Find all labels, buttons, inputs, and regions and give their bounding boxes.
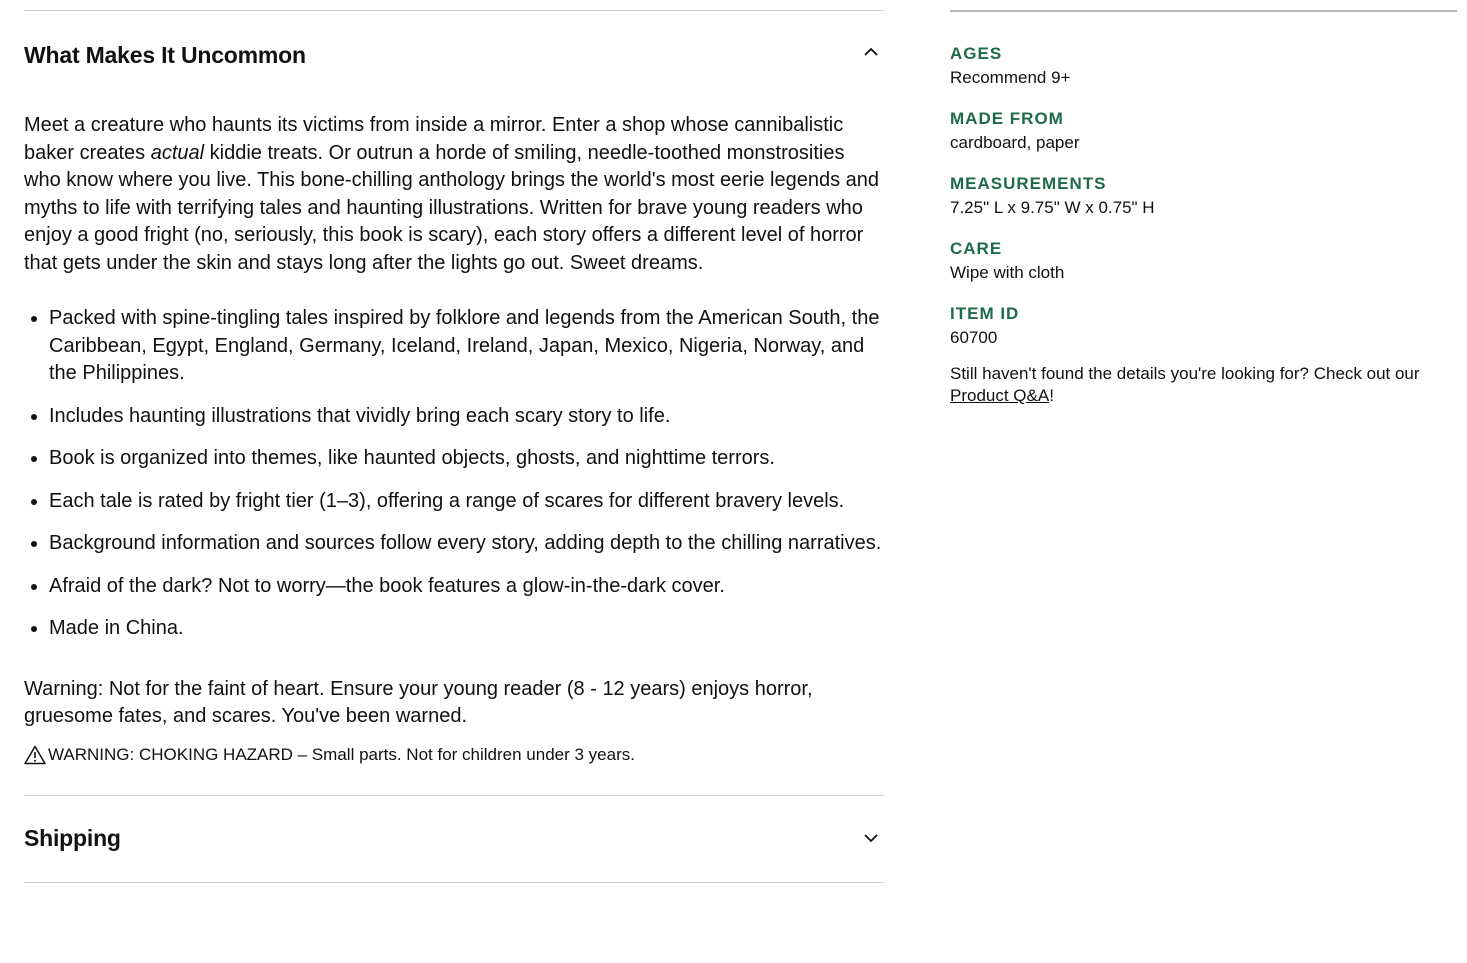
divider (24, 882, 884, 883)
choking-hazard-text: WARNING: CHOKING HAZARD – Small parts. Not for children under 3 years. (48, 744, 635, 764)
description-emphasis: actual (150, 141, 205, 164)
shipping-accordion (24, 795, 884, 883)
list-item: • Afraid of the dark? Not to worry—the book features a glow-in-the-dark cover. (49, 573, 884, 601)
feature-list (24, 305, 884, 643)
description-text: Meet a creature who haunts its victims from inside a mirror. Enter a shop whose cannibalistic baker creates (24, 114, 844, 164)
list-item: • Includes haunting illustrations that vividly bring each scary story to life. (49, 403, 884, 431)
spec-measurements (950, 172, 1457, 220)
qa-suffix: ! (1049, 386, 1054, 405)
chevron-down-icon[interactable] (862, 830, 880, 848)
product-qa-prompt (950, 363, 1457, 407)
warning-triangle-icon (24, 745, 46, 765)
product-description (24, 112, 884, 277)
list-item: • Background information and sources follow every story, adding depth to the chilling narratives. (49, 530, 884, 558)
chevron-up-icon[interactable] (862, 42, 880, 60)
spec-value: Wipe with cloth (950, 263, 1065, 282)
spec-value: cardboard, paper (950, 133, 1080, 152)
list-item: • Made in China. (49, 615, 884, 643)
list-item: • Each tale is rated by fright tier (1–3), offering a range of scares for different bravery levels. (49, 488, 884, 516)
accordion-header-details[interactable] (24, 11, 884, 97)
spec-ages (950, 42, 1457, 90)
spec-label: MEASUREMENTS (950, 174, 1107, 193)
spec-value: Recommend 9+ (950, 68, 1071, 87)
qa-text: Still haven't found the details you're looking for? Check out our (950, 364, 1420, 383)
list-item: • Packed with spine-tingling tales inspired by folklore and legends from the American South, the Caribbean, Egypt, England, Germany, Iceland, Ireland, Japan, Mexico, Nigeria, Norway, and the Philippines. (49, 305, 884, 388)
spec-label: CARE (950, 239, 1003, 258)
spec-label: AGES (950, 44, 1003, 63)
spec-label: ITEM ID (950, 304, 1020, 323)
choking-hazard (24, 745, 884, 765)
spec-made-from (950, 107, 1457, 155)
spec-label: MADE FROM (950, 109, 1064, 128)
accordion-header-shipping[interactable] (24, 796, 884, 882)
accordion-title: Shipping (24, 825, 121, 851)
spec-care (950, 237, 1457, 285)
product-details-column (24, 0, 884, 883)
description-text: kiddie treats. Or outrun a horde of smiling, needle-toothed monstrosities who know where you live. This bone-chilling anthology brings the world's most eerie legends and myths to life with terrifying tales and haunting illustrations. Written for brave young readers who enjoy a good fright (no, seriously, this book is scary), each story offers a different level of horror that gets under the skin and stays long after the lights go out. Sweet dreams. (24, 141, 880, 274)
list-item: • Book is organized into themes, like haunted objects, ghosts, and nighttime terrors. (49, 445, 884, 473)
spec-item-id (950, 302, 1457, 350)
spec-value: 60700 (950, 328, 998, 347)
age-warning: Warning: Not for the faint of heart. Ensure your young reader (8 - 12 years) enjoys horror, gruesome fates, and scares. You've been warned. (24, 677, 813, 727)
accordion-title: What Makes It Uncommon (24, 42, 306, 68)
spec-value: 7.25" L x 9.75" W x 0.75" H (950, 198, 1155, 217)
specs-column (950, 0, 1457, 407)
product-qa-link[interactable]: Product Q&A (950, 386, 1050, 405)
